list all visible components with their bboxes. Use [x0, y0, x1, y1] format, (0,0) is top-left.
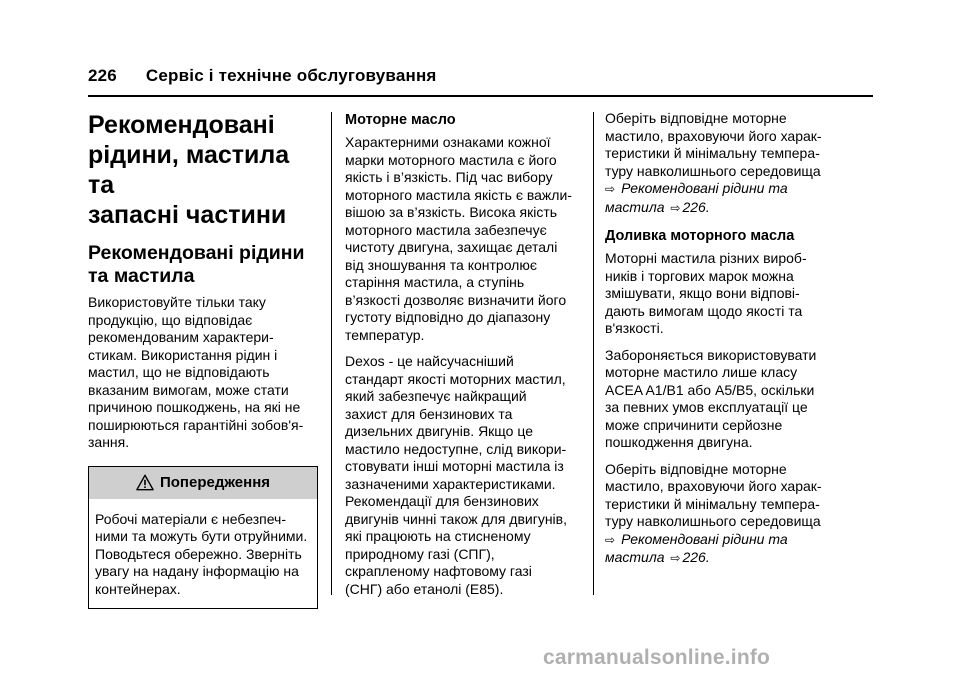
oil-topup-heading: Доливка моторного масла — [605, 228, 795, 244]
engine-oil-heading: Моторне масло — [345, 112, 456, 128]
reference-arrow-icon: ⇨ — [670, 551, 681, 565]
column-3 — [605, 110, 840, 577]
xref-suffix: . — [705, 549, 710, 565]
warning-body: Робочі матеріали є небезпеч- ними та можуть бути отруйними. Поводьтеся обережно. Зверніть увагу на надану інформацію на контейнерах. — [95, 510, 308, 597]
choose-oil-paragraph-2: Оберіть відповідне моторне мастило, враховуючи його харак- теристики й мінімальну темпера- туру навколишнього середовища — [605, 460, 822, 529]
cross-reference[interactable] — [605, 180, 840, 217]
column-divider — [331, 112, 332, 595]
xref-suffix: . — [705, 198, 710, 215]
chapter-title: Рекомендовані рідини, мастила та запасні частини — [88, 111, 290, 229]
xref-text: мастила — [605, 549, 665, 565]
dexos-paragraph: Dexos - це найсучасніший стандарт якості моторних мастил, який забезпечує найкращий захист для бензинових та дизельних двигунів. Якщо це мастило недоступне, слід викори- стовувати інші моторні мастила із зазначеними характеристиками. Рекомендації для бензинових двигунів чинні також для двигунів, які працюють на стисненому природному газі (СПГ), скрапленому нафтовому газі (СНГ) або етанолі (E85). — [345, 353, 567, 597]
page-header — [88, 66, 437, 86]
reference-arrow-icon: ⇨ — [605, 182, 616, 196]
oil-quality-paragraph: Характерними ознаками кожної марки моторного мастила є його якість і в’язкість. Під час вибору моторного мастила якість є важли- вішою за в’язкість. Висока якість моторного мастила забезпечує чистоту двигуна, захищає деталі від зношування та контролює старіння мастила, а ступінь в’язкості дозволяє визначити його густоту відповідно до діапазону температур. — [345, 134, 572, 343]
warning-triangle-icon — [136, 474, 154, 491]
section-subtitle: Рекомендовані рідини та мастила — [88, 242, 305, 287]
column-divider — [593, 112, 594, 595]
page-number: 226 — [88, 66, 117, 85]
mixing-paragraph: Моторні мастила різних вироб- ників і торгових марок можна змішувати, якщо вони відпові- дають вимогам щодо якості та в'язкості. — [605, 250, 807, 336]
header-rule — [88, 95, 873, 97]
reference-arrow-icon: ⇨ — [670, 200, 681, 215]
warning-header — [89, 467, 317, 499]
intro-paragraph: Використовуйте тільки таку продукцію, що відповідає рекомендованим характери- стикам. Використання рідин і мастил, що не відповідають вказаним вимогам, може стати причиною пошкоджень, на які не поширюються гарантійні зобов'я- зання. — [88, 294, 304, 450]
xref-page: 226 — [682, 198, 706, 215]
xref-text: Рекомендовані рідини та — [621, 180, 788, 196]
xref-page: 226 — [682, 549, 706, 565]
section-title: Сервіс і технічне обслуговування — [145, 66, 437, 85]
choose-oil-paragraph: Оберіть відповідне моторне мастило, враховуючи його харак- теристики й мінімальну темпера- туру навколишнього середовища — [605, 110, 822, 179]
column-2 — [345, 110, 585, 607]
watermark: carmanualsonline.info — [543, 646, 771, 669]
cross-reference[interactable] — [605, 531, 840, 568]
column-1 — [88, 110, 318, 609]
warning-title: Попередження — [159, 474, 271, 491]
warning-box — [88, 466, 318, 610]
reference-arrow-icon: ⇨ — [605, 532, 616, 547]
prohibited-oil-paragraph: Забороняється використовувати моторне мастило лише класу ACEA A1/B1 або A5/B5, оскільки за певних умов експлуатації це може спричинити серйозне пошкодження двигуна. — [605, 346, 817, 450]
xref-text: Рекомендовані рідини та — [621, 530, 788, 547]
xref-text: мастила — [605, 198, 665, 215]
